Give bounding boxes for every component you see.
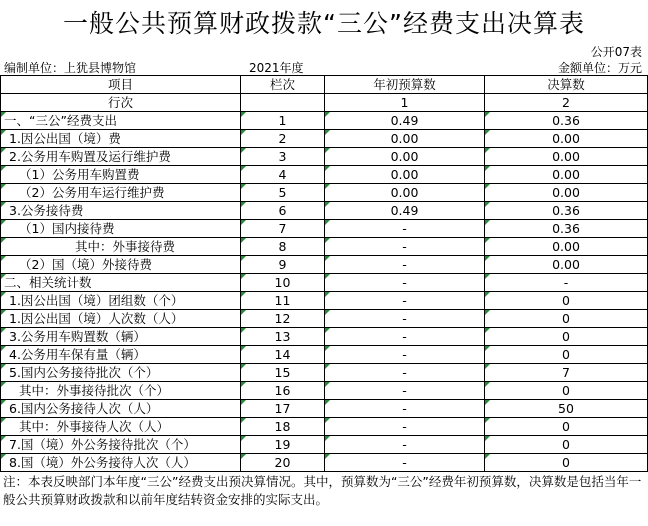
- row-final-value: 0: [485, 454, 648, 472]
- footnote: 注：本表反映部门本年度“三公”经费支出预决算情况。其中，预算数为“三公”经费年初预算数，决算数是包括当年一般公共预算财政拨款和以前年度结转资金安排的实际支出。: [3, 474, 642, 507]
- row-item-name: 4.公务用车保有量（辆）: [1, 346, 241, 364]
- row-item-name: （1）公务用车购置费: [1, 166, 241, 184]
- row-item-name: 其中：外事接待批次（个）: [1, 382, 241, 400]
- money-unit: 金额单位：万元: [557, 61, 642, 75]
- table-row: [1, 184, 648, 202]
- row-budget-value: -: [325, 256, 485, 274]
- row-final-value: 0.00: [485, 130, 648, 148]
- row-line-number: 5: [241, 184, 325, 202]
- row-item-name: 二、相关统计数: [1, 274, 241, 292]
- column-header-final: 决算数: [485, 76, 648, 94]
- row-item-name: 1.因公出国（境）费: [1, 130, 241, 148]
- row-budget-value: -: [325, 382, 485, 400]
- row-item-name: （2）公务用车运行维护费: [1, 184, 241, 202]
- row-budget-value: 0.00: [325, 184, 485, 202]
- row-final-value: 0.00: [485, 166, 648, 184]
- row-final-value: 0.36: [485, 112, 648, 130]
- row-final-value: 0.00: [485, 148, 648, 166]
- row-budget-value: -: [325, 436, 485, 454]
- row-line-number: 13: [241, 328, 325, 346]
- row-line-number: 7: [241, 220, 325, 238]
- table-row: [1, 220, 648, 238]
- row-final-value: 0: [485, 292, 648, 310]
- row-line-number: 9: [241, 256, 325, 274]
- column-header-item: 项目: [1, 76, 241, 94]
- row-line-number: 16: [241, 382, 325, 400]
- row-final-value: 0.36: [485, 220, 648, 238]
- row-line-number: 1: [241, 112, 325, 130]
- form-code: 公开07表: [590, 45, 642, 59]
- row-item-name: 3.公务用车购置数（辆）: [1, 328, 241, 346]
- table-row: [1, 310, 648, 328]
- org-unit: 编制单位：上犹县博物馆: [4, 61, 137, 75]
- index-label: 行次: [1, 94, 241, 112]
- row-final-value: 0.36: [485, 202, 648, 220]
- row-item-name: 7.国（境）外公务接待批次（个）: [1, 436, 241, 454]
- table-row: [1, 400, 648, 418]
- table-row: [1, 274, 648, 292]
- index-line: [241, 94, 325, 112]
- report-year: 2021年度: [249, 61, 304, 75]
- row-budget-value: 0.49: [325, 112, 485, 130]
- row-item-name: 2.公务用车购置及运行维护费: [1, 148, 241, 166]
- row-final-value: 0: [485, 436, 648, 454]
- row-budget-value: -: [325, 310, 485, 328]
- row-line-number: 3: [241, 148, 325, 166]
- row-final-value: 0.00: [485, 256, 648, 274]
- row-line-number: 20: [241, 454, 325, 472]
- row-line-number: 6: [241, 202, 325, 220]
- table-row: [1, 112, 648, 130]
- table-row: [1, 292, 648, 310]
- row-budget-value: 0.00: [325, 166, 485, 184]
- row-final-value: 7: [485, 364, 648, 382]
- row-budget-value: -: [325, 454, 485, 472]
- row-final-value: 0: [485, 310, 648, 328]
- table-row: [1, 454, 648, 472]
- row-line-number: 11: [241, 292, 325, 310]
- row-item-name: （2）国（境）外接待费: [1, 256, 241, 274]
- table-row: [1, 328, 648, 346]
- row-line-number: 18: [241, 418, 325, 436]
- table-row: [1, 202, 648, 220]
- row-item-name: 3.公务接待费: [1, 202, 241, 220]
- table-row: [1, 364, 648, 382]
- table-row: [1, 436, 648, 454]
- row-final-value: 0: [485, 418, 648, 436]
- row-line-number: 12: [241, 310, 325, 328]
- row-line-number: 14: [241, 346, 325, 364]
- row-line-number: 10: [241, 274, 325, 292]
- column-header-budget: 年初预算数: [325, 76, 485, 94]
- row-budget-value: -: [325, 292, 485, 310]
- column-header-line: 栏次: [241, 76, 325, 94]
- table-row: [1, 238, 648, 256]
- table-row: [1, 418, 648, 436]
- row-item-name: 8.国（境）外公务接待人次（人）: [1, 454, 241, 472]
- header-row: [1, 76, 648, 94]
- expense-table: [0, 75, 648, 472]
- index-row: [1, 94, 648, 112]
- row-line-number: 19: [241, 436, 325, 454]
- row-budget-value: 0.49: [325, 202, 485, 220]
- row-line-number: 17: [241, 400, 325, 418]
- row-final-value: 0.00: [485, 184, 648, 202]
- index-final: 2: [485, 94, 648, 112]
- row-line-number: 15: [241, 364, 325, 382]
- row-item-name: 1.因公出国（境）团组数（个）: [1, 292, 241, 310]
- row-item-name: 一、“三公”经费支出: [1, 112, 241, 130]
- table-row: [1, 256, 648, 274]
- row-final-value: 0: [485, 346, 648, 364]
- row-item-name: 5.国内公务接待批次（个）: [1, 364, 241, 382]
- row-final-value: 0.00: [485, 238, 648, 256]
- row-item-name: 其中：外事接待人次（人）: [1, 418, 241, 436]
- row-final-value: 50: [485, 400, 648, 418]
- row-item-name: 1.因公出国（境）人次数（人）: [1, 310, 241, 328]
- row-final-value: -: [485, 274, 648, 292]
- row-budget-value: -: [325, 400, 485, 418]
- row-line-number: 2: [241, 130, 325, 148]
- row-item-name: 其中：外事接待费: [1, 238, 241, 256]
- table-row: [1, 148, 648, 166]
- row-budget-value: -: [325, 274, 485, 292]
- row-item-name: （1）国内接待费: [1, 220, 241, 238]
- row-budget-value: -: [325, 364, 485, 382]
- row-budget-value: -: [325, 238, 485, 256]
- row-line-number: 8: [241, 238, 325, 256]
- table-row: [1, 166, 648, 184]
- row-budget-value: -: [325, 328, 485, 346]
- row-budget-value: 0.00: [325, 148, 485, 166]
- table-row: [1, 382, 648, 400]
- row-final-value: 0: [485, 328, 648, 346]
- table-row: [1, 346, 648, 364]
- row-line-number: 4: [241, 166, 325, 184]
- row-budget-value: -: [325, 346, 485, 364]
- row-budget-value: 0.00: [325, 130, 485, 148]
- row-budget-value: -: [325, 220, 485, 238]
- row-budget-value: -: [325, 418, 485, 436]
- page-title: 一般公共预算财政拨款“三公”经费支出决算表: [63, 9, 585, 38]
- row-final-value: 0: [485, 382, 648, 400]
- row-item-name: 6.国内公务接待人次（人）: [1, 400, 241, 418]
- index-budget: 1: [325, 94, 485, 112]
- table-row: [1, 130, 648, 148]
